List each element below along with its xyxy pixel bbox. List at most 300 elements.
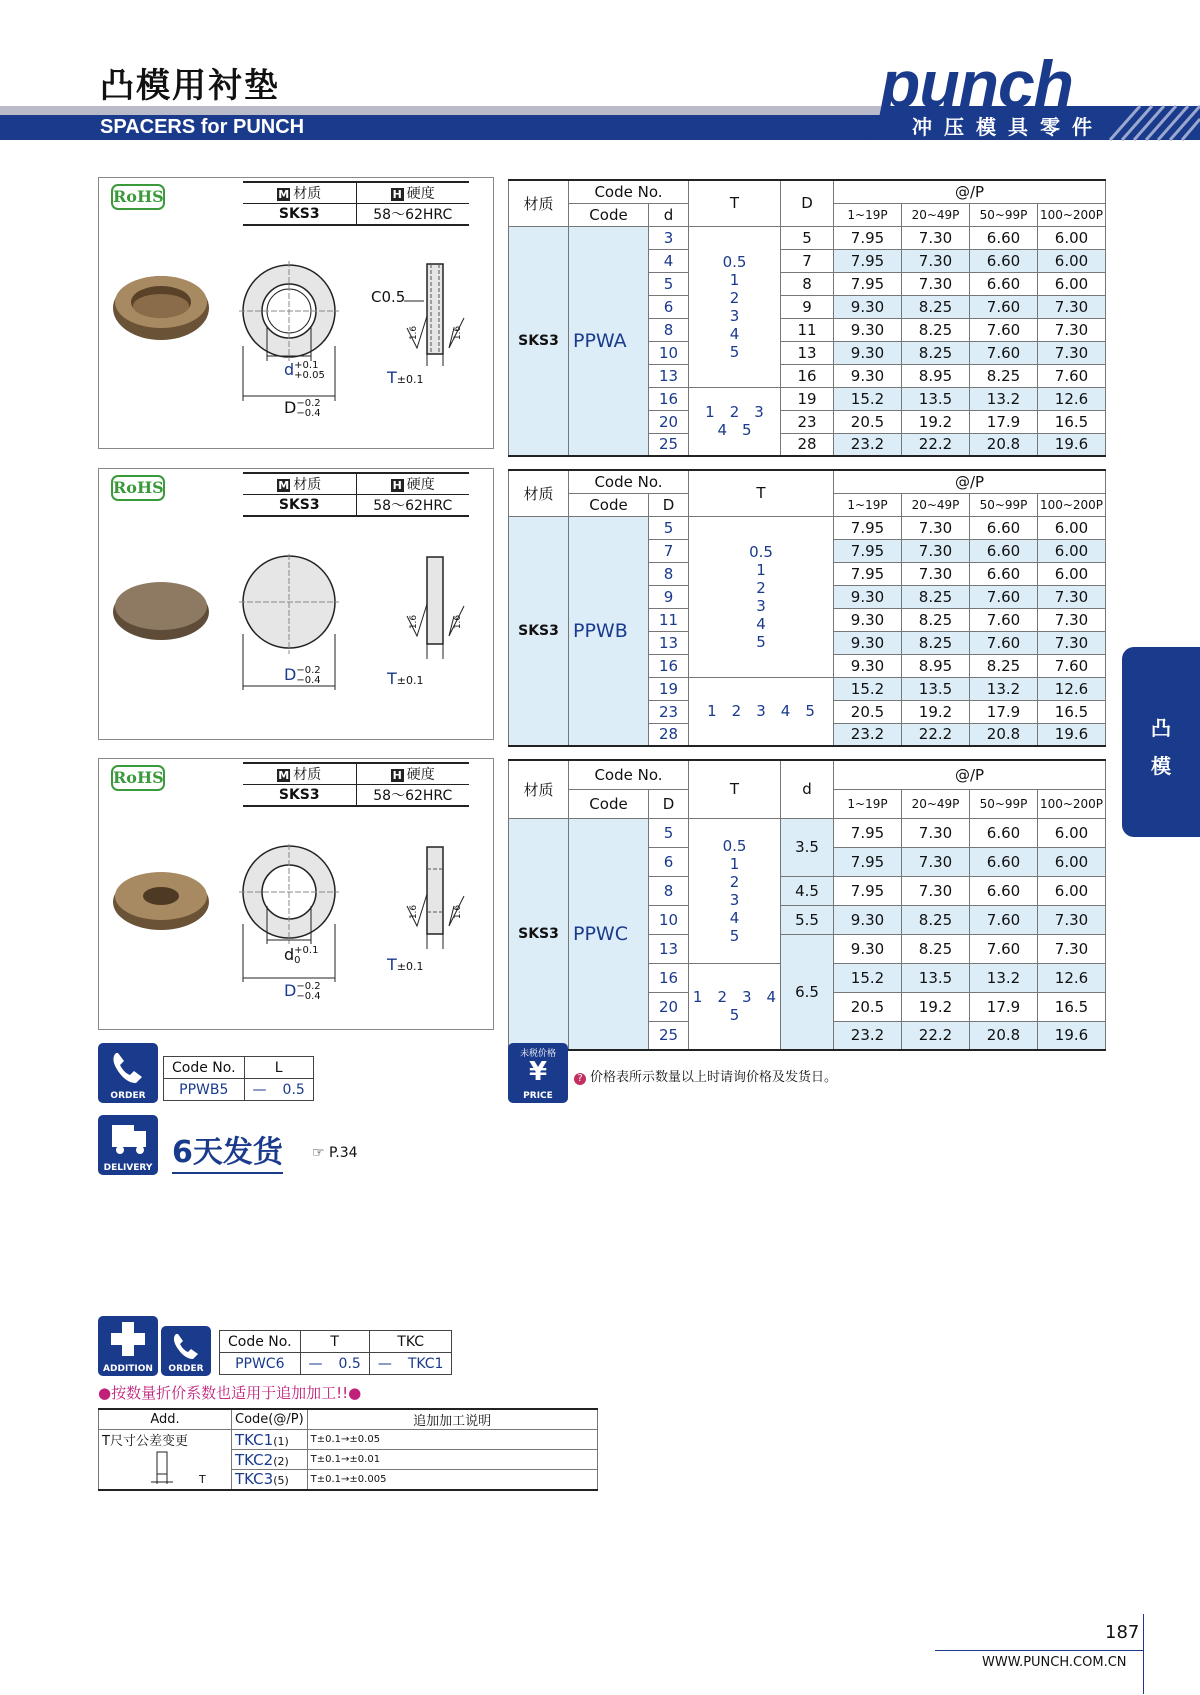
rohs-badge: RoHS bbox=[111, 765, 165, 791]
t-values bbox=[689, 253, 780, 361]
t-value: 2 bbox=[729, 872, 740, 891]
price-cell: 13.2 bbox=[970, 387, 1038, 410]
add-h-TKC: TKC bbox=[369, 1331, 452, 1353]
t-value: 2 bbox=[756, 578, 766, 597]
order-icon-small bbox=[161, 1326, 211, 1376]
price-cell: 7.95 bbox=[834, 562, 902, 585]
price-cell: 8.25 bbox=[902, 295, 970, 318]
rough-label-1: 1.6 bbox=[409, 325, 420, 341]
price-cell: 6.60 bbox=[970, 272, 1038, 295]
D-cell: 5 bbox=[781, 226, 834, 249]
t-value: 1 bbox=[729, 270, 740, 289]
h-material: 材质 bbox=[509, 180, 569, 226]
D-symbol: D bbox=[284, 398, 297, 417]
code-cell: PPWA bbox=[569, 226, 649, 456]
panel-ppwb bbox=[98, 468, 494, 740]
size-cell: 11 bbox=[649, 608, 689, 631]
size-cell: 10 bbox=[649, 905, 689, 934]
h-qty-2: 20~49P bbox=[902, 493, 970, 516]
addition-table bbox=[98, 1408, 598, 1491]
price-cell: 7.30 bbox=[902, 516, 970, 539]
h-d: d bbox=[781, 760, 834, 818]
price-cell: 7.60 bbox=[970, 934, 1038, 963]
h-D: D bbox=[649, 493, 689, 516]
material-table bbox=[243, 472, 469, 517]
add-h-code: Code No. bbox=[220, 1331, 301, 1353]
h-qty-3: 50~99P bbox=[970, 493, 1038, 516]
size-cell: 5 bbox=[649, 516, 689, 539]
price-cell: 6.00 bbox=[1038, 539, 1106, 562]
h-icon: H bbox=[392, 769, 402, 782]
m-icon: M bbox=[278, 188, 290, 201]
price-cell: 20.8 bbox=[970, 1021, 1038, 1050]
d-cell: 3.5 bbox=[781, 818, 834, 876]
hardness-value: 58～62HRC bbox=[356, 495, 469, 517]
h-qty-4: 100~200P bbox=[1038, 789, 1106, 818]
price-cell: 7.60 bbox=[970, 608, 1038, 631]
price-cell: 6.60 bbox=[970, 818, 1038, 847]
size-cell: 7 bbox=[649, 539, 689, 562]
disc-photo bbox=[109, 574, 214, 644]
price-cell: 22.2 bbox=[902, 723, 970, 746]
price-cell: 7.30 bbox=[902, 818, 970, 847]
t-value: 4 bbox=[756, 614, 766, 633]
rough-label-1: 1.6 bbox=[409, 904, 420, 920]
price-cell: 20.5 bbox=[834, 992, 902, 1021]
h-d: d bbox=[649, 203, 689, 226]
price-cell: 8.25 bbox=[902, 585, 970, 608]
h-T: T bbox=[689, 760, 781, 818]
price-cell: 7.30 bbox=[902, 249, 970, 272]
add-h-T: T bbox=[300, 1331, 369, 1353]
h-material: 材质 bbox=[509, 760, 569, 818]
code-cell: PPWC bbox=[569, 818, 649, 1050]
add-dash-2: — bbox=[369, 1353, 400, 1375]
D-tol-lo: −0.4 bbox=[296, 990, 321, 1002]
D-cell: 11 bbox=[781, 318, 834, 341]
price-cell: 7.95 bbox=[834, 249, 902, 272]
add-item: T尺寸公差变更 bbox=[102, 1434, 188, 1449]
T-symbol: T bbox=[387, 368, 397, 387]
price-icon-top: 未税价格 bbox=[519, 1049, 556, 1059]
t-value: 5 bbox=[729, 926, 740, 945]
price-cell: 7.60 bbox=[970, 318, 1038, 341]
table-row bbox=[509, 226, 1106, 249]
ppwc-table bbox=[508, 759, 1106, 1051]
material-label: 材质 bbox=[293, 477, 322, 493]
price-cell: 22.2 bbox=[902, 433, 970, 456]
h-qty-4: 100~200P bbox=[1038, 203, 1106, 226]
delivery-ref: ☞ P.34 bbox=[312, 1145, 358, 1161]
price-cell: 6.00 bbox=[1038, 249, 1106, 272]
material-label: 材质 bbox=[293, 186, 322, 202]
t-value: 4 bbox=[729, 908, 740, 927]
price-cell: 7.95 bbox=[834, 226, 902, 249]
ppwa-table bbox=[508, 179, 1106, 457]
price-cell: 7.60 bbox=[970, 341, 1038, 364]
price-cell: 9.30 bbox=[834, 364, 902, 387]
h-qty-2: 20~49P bbox=[902, 789, 970, 818]
size-cell: 16 bbox=[649, 654, 689, 677]
rough-label-2: 1.6 bbox=[453, 904, 464, 920]
size-cell: 6 bbox=[649, 295, 689, 318]
price-cell: 9.30 bbox=[834, 631, 902, 654]
price-cell: 8.25 bbox=[970, 364, 1038, 387]
price-cell: 9.30 bbox=[834, 905, 902, 934]
size-cell: 5 bbox=[649, 818, 689, 847]
size-cell: 20 bbox=[649, 410, 689, 433]
price-cell: 7.60 bbox=[970, 631, 1038, 654]
add-item-cell bbox=[99, 1430, 232, 1490]
tkc-price: (1) bbox=[273, 1434, 289, 1448]
price-cell: 17.9 bbox=[970, 700, 1038, 723]
price-cell: 6.00 bbox=[1038, 876, 1106, 905]
D-cell: 23 bbox=[781, 410, 834, 433]
tkc-row-3-code bbox=[232, 1470, 308, 1490]
logo-wordmark: punch bbox=[880, 47, 1073, 121]
price-cell: 7.30 bbox=[902, 847, 970, 876]
D-cell: 13 bbox=[781, 341, 834, 364]
price-cell: 19.6 bbox=[1038, 433, 1106, 456]
price-cell: 7.95 bbox=[834, 818, 902, 847]
D-symbol: D bbox=[284, 665, 297, 684]
size-cell: 25 bbox=[649, 433, 689, 456]
T-tol: ±0.1 bbox=[396, 960, 424, 973]
size-cell: 19 bbox=[649, 677, 689, 700]
material-table bbox=[243, 181, 469, 226]
price-cell: 7.30 bbox=[902, 562, 970, 585]
addition-icon bbox=[98, 1316, 158, 1376]
price-cell: 17.9 bbox=[970, 992, 1038, 1021]
T-dim bbox=[387, 368, 424, 387]
price-cell: 8.25 bbox=[902, 318, 970, 341]
price-icon-label: PRICE bbox=[523, 1091, 553, 1101]
h-T: T bbox=[689, 180, 781, 226]
price-cell: 7.95 bbox=[834, 847, 902, 876]
t-lower-cell bbox=[689, 677, 834, 746]
tkc-code: TKC3 bbox=[235, 1470, 274, 1489]
hardness-label: 硬度 bbox=[406, 186, 435, 202]
price-cell: 16.5 bbox=[1038, 410, 1106, 433]
tkc-code: TKC1 bbox=[235, 1430, 274, 1449]
panel-ppwc bbox=[98, 758, 494, 1030]
t-values bbox=[689, 837, 780, 945]
price-cell: 7.95 bbox=[834, 516, 902, 539]
price-icon bbox=[508, 1043, 568, 1103]
price-cell: 6.00 bbox=[1038, 272, 1106, 295]
T-tol: ±0.1 bbox=[396, 373, 424, 386]
T-dim bbox=[387, 669, 424, 688]
price-cell: 19.2 bbox=[902, 700, 970, 723]
m-icon: M bbox=[278, 479, 290, 492]
price-cell: 23.2 bbox=[834, 1021, 902, 1050]
tkc-row-1-code bbox=[232, 1430, 308, 1450]
price-cell: 19.6 bbox=[1038, 723, 1106, 746]
price-cell: 8.95 bbox=[902, 654, 970, 677]
price-cell: 6.60 bbox=[970, 847, 1038, 876]
price-cell: 6.60 bbox=[970, 226, 1038, 249]
size-cell: 13 bbox=[649, 934, 689, 963]
price-cell: 6.00 bbox=[1038, 847, 1106, 876]
tkc-row-3-desc: T±0.1→±0.005 bbox=[307, 1470, 597, 1490]
rough-label-2: 1.6 bbox=[453, 325, 464, 341]
D-cell: 8 bbox=[781, 272, 834, 295]
price-cell: 13.2 bbox=[970, 963, 1038, 992]
D-dim bbox=[284, 981, 321, 1002]
D-cell: 19 bbox=[781, 387, 834, 410]
h-codeno: Code No. bbox=[569, 760, 689, 789]
t-value: 2 bbox=[729, 288, 740, 307]
h-code: Code bbox=[569, 203, 649, 226]
material-cell: SKS3 bbox=[509, 226, 569, 456]
size-cell: 28 bbox=[649, 723, 689, 746]
order-dash: — bbox=[244, 1079, 275, 1101]
price-cell: 7.60 bbox=[970, 295, 1038, 318]
delivery-icon bbox=[98, 1115, 158, 1175]
price-cell: 16.5 bbox=[1038, 992, 1106, 1021]
material-value: SKS3 bbox=[243, 495, 356, 517]
h-qty-4: 100~200P bbox=[1038, 493, 1106, 516]
d-symbol: d bbox=[284, 360, 295, 379]
price-cell: 7.60 bbox=[1038, 654, 1106, 677]
size-cell: 6 bbox=[649, 847, 689, 876]
ppwb-table bbox=[508, 469, 1106, 747]
price-cell: 6.60 bbox=[970, 876, 1038, 905]
price-cell: 7.30 bbox=[902, 539, 970, 562]
size-cell: 13 bbox=[649, 631, 689, 654]
h-D: D bbox=[781, 180, 834, 226]
price-cell: 7.30 bbox=[1038, 341, 1106, 364]
T-tol: ±0.1 bbox=[396, 674, 424, 687]
price-cell: 9.30 bbox=[834, 295, 902, 318]
hardness-label: 硬度 bbox=[406, 767, 435, 783]
t-value: 3 bbox=[756, 596, 766, 615]
h-price: @/P bbox=[834, 470, 1106, 493]
h-T: T bbox=[689, 470, 834, 516]
tkc-code: TKC2 bbox=[235, 1450, 274, 1469]
d-dim bbox=[284, 945, 318, 966]
h-qty-1: 1~19P bbox=[834, 493, 902, 516]
side-tab-line1: 凸 bbox=[1151, 716, 1171, 740]
price-cell: 13.2 bbox=[970, 677, 1038, 700]
price-cell: 20.8 bbox=[970, 723, 1038, 746]
price-cell: 13.5 bbox=[902, 677, 970, 700]
order-val: 0.5 bbox=[275, 1079, 314, 1101]
washer-photo bbox=[109, 864, 214, 934]
price-cell: 7.30 bbox=[1038, 318, 1106, 341]
price-cell: 7.95 bbox=[834, 539, 902, 562]
t-value: 1 bbox=[756, 560, 766, 579]
size-cell: 8 bbox=[649, 318, 689, 341]
material-table bbox=[243, 762, 469, 807]
price-cell: 9.30 bbox=[834, 585, 902, 608]
tkc-row-2-code bbox=[232, 1450, 308, 1470]
size-cell: 16 bbox=[649, 387, 689, 410]
size-cell: 23 bbox=[649, 700, 689, 723]
page-number: 187 bbox=[1105, 1622, 1140, 1643]
h-D: D bbox=[649, 789, 689, 818]
price-cell: 17.9 bbox=[970, 410, 1038, 433]
order-h-L: L bbox=[244, 1057, 313, 1079]
d-cell: 4.5 bbox=[781, 876, 834, 905]
t-upper-cell bbox=[689, 818, 781, 963]
t-upper-cell bbox=[689, 516, 834, 677]
ppwb-drawing bbox=[239, 554, 489, 734]
price-cell: 8.95 bbox=[902, 364, 970, 387]
t-lower: 1 2 3 4 5 bbox=[707, 702, 815, 721]
h-price: @/P bbox=[834, 760, 1106, 789]
price-cell: 7.30 bbox=[1038, 295, 1106, 318]
h-code: Code bbox=[569, 789, 649, 818]
size-cell: 25 bbox=[649, 1021, 689, 1050]
chamfer-label: C0.5 bbox=[371, 288, 406, 306]
price-cell: 20.5 bbox=[834, 410, 902, 433]
D-cell: 7 bbox=[781, 249, 834, 272]
t-lower2: 5 bbox=[729, 1006, 740, 1025]
delivery-days: 6天发货 bbox=[172, 1134, 283, 1174]
t-lower: 1 2 3 bbox=[705, 403, 764, 422]
price-cell: 7.30 bbox=[902, 226, 970, 249]
rohs-badge: RoHS bbox=[111, 475, 165, 501]
price-cell: 6.00 bbox=[1038, 226, 1106, 249]
rough-label-2: 1.6 bbox=[453, 614, 464, 630]
page-title-cn: 凸模用衬垫 bbox=[100, 66, 280, 106]
question-icon: ? bbox=[574, 1073, 586, 1085]
price-cell: 12.6 bbox=[1038, 963, 1106, 992]
size-cell: 5 bbox=[649, 272, 689, 295]
price-cell: 6.60 bbox=[970, 562, 1038, 585]
price-cell: 7.60 bbox=[970, 585, 1038, 608]
d-symbol: d bbox=[284, 945, 295, 964]
h-qty-1: 1~19P bbox=[834, 203, 902, 226]
phone-icon bbox=[161, 1326, 211, 1364]
t-value: 1 bbox=[729, 854, 740, 873]
d-dim bbox=[284, 360, 325, 381]
addition-icon-label: ADDITION bbox=[103, 1364, 153, 1374]
size-cell: 4 bbox=[649, 249, 689, 272]
t-upper-cell bbox=[689, 226, 781, 387]
price-cell: 6.60 bbox=[970, 249, 1038, 272]
add-h-desc: 追加加工说明 bbox=[307, 1409, 597, 1430]
d-tol-lo: 0 bbox=[294, 954, 301, 966]
price-cell: 15.2 bbox=[834, 387, 902, 410]
order-icon-label: ORDER bbox=[110, 1091, 146, 1101]
price-cell: 7.60 bbox=[1038, 364, 1106, 387]
price-cell: 7.60 bbox=[970, 905, 1038, 934]
d-tol-up: +0.1 bbox=[294, 944, 319, 956]
size-cell: 9 bbox=[649, 585, 689, 608]
price-cell: 7.30 bbox=[1038, 631, 1106, 654]
tkc-price: (2) bbox=[273, 1454, 289, 1468]
tkc-row-2-desc: T±0.1→±0.01 bbox=[307, 1450, 597, 1470]
price-cell: 6.60 bbox=[970, 516, 1038, 539]
size-cell: 8 bbox=[649, 876, 689, 905]
price-cell: 7.30 bbox=[902, 272, 970, 295]
footer-vline bbox=[1143, 1614, 1144, 1694]
t-value: 5 bbox=[756, 632, 766, 651]
t-value: 0.5 bbox=[722, 836, 747, 855]
order-icon-small-label: ORDER bbox=[168, 1364, 204, 1374]
price-cell: 19.2 bbox=[902, 410, 970, 433]
price-cell: 12.6 bbox=[1038, 387, 1106, 410]
price-cell: 7.30 bbox=[1038, 905, 1106, 934]
add-tkc: TKC1 bbox=[400, 1353, 452, 1375]
size-cell: 8 bbox=[649, 562, 689, 585]
order-code: PPWB5 bbox=[164, 1079, 245, 1101]
material-value: SKS3 bbox=[243, 785, 356, 807]
plus-icon bbox=[98, 1316, 158, 1362]
price-cell: 6.00 bbox=[1038, 562, 1106, 585]
price-cell: 7.30 bbox=[1038, 585, 1106, 608]
D-cell: 9 bbox=[781, 295, 834, 318]
h-icon: H bbox=[392, 188, 402, 201]
price-cell: 6.00 bbox=[1038, 818, 1106, 847]
price-cell: 13.5 bbox=[902, 963, 970, 992]
price-cell: 16.5 bbox=[1038, 700, 1106, 723]
price-cell: 23.2 bbox=[834, 433, 902, 456]
d-cell: 5.5 bbox=[781, 905, 834, 934]
material-value: SKS3 bbox=[243, 204, 356, 226]
price-cell: 15.2 bbox=[834, 677, 902, 700]
t-tolerance-icon bbox=[149, 1450, 199, 1490]
panel-ppwa bbox=[98, 177, 494, 449]
hardness-value: 58～62HRC bbox=[356, 785, 469, 807]
order-example-table bbox=[163, 1056, 314, 1101]
h-qty-3: 50~99P bbox=[970, 203, 1038, 226]
add-h-codep: Code(@/P) bbox=[232, 1409, 308, 1430]
t-value: 5 bbox=[729, 342, 740, 361]
h-material: 材质 bbox=[509, 470, 569, 516]
price-cell: 8.25 bbox=[902, 934, 970, 963]
material-label: 材质 bbox=[293, 767, 322, 783]
price-cell: 8.25 bbox=[902, 608, 970, 631]
table-row bbox=[509, 818, 1106, 847]
price-cell: 8.25 bbox=[902, 341, 970, 364]
material-cell: SKS3 bbox=[509, 818, 569, 1050]
D-symbol: D bbox=[284, 981, 297, 1000]
rohs-badge: RoHS bbox=[111, 184, 165, 210]
m-icon: M bbox=[278, 769, 290, 782]
price-cell: 8.25 bbox=[902, 631, 970, 654]
footer-url: WWW.PUNCH.COM.CN bbox=[982, 1655, 1127, 1670]
price-note-text: 价格表所示数量以上时请询价格及发货日。 bbox=[590, 1070, 838, 1085]
price-cell: 19.2 bbox=[902, 992, 970, 1021]
price-cell: 7.30 bbox=[1038, 608, 1106, 631]
phone-icon bbox=[98, 1043, 158, 1089]
side-tab[interactable] bbox=[1122, 647, 1200, 837]
price-cell: 9.30 bbox=[834, 318, 902, 341]
t-lower2: 4 5 bbox=[717, 421, 752, 440]
D-tol-lo: −0.4 bbox=[296, 407, 321, 419]
code-cell: PPWB bbox=[569, 516, 649, 746]
order-icon bbox=[98, 1043, 158, 1103]
add-code: PPWC6 bbox=[220, 1353, 301, 1375]
t-values bbox=[689, 543, 833, 651]
D-tol-up: −0.2 bbox=[296, 980, 321, 992]
price-cell: 7.30 bbox=[1038, 934, 1106, 963]
h-qty-1: 1~19P bbox=[834, 789, 902, 818]
price-cell: 9.30 bbox=[834, 654, 902, 677]
D-cell: 16 bbox=[781, 364, 834, 387]
material-cell: SKS3 bbox=[509, 516, 569, 746]
T-dim bbox=[387, 955, 424, 974]
t-lower: 1 2 3 4 bbox=[692, 988, 777, 1007]
side-tab-line2: 模 bbox=[1151, 754, 1171, 778]
add-h-add: Add. bbox=[99, 1409, 232, 1430]
price-cell: 22.2 bbox=[902, 1021, 970, 1050]
logo-subtitle: 冲压模具零件 bbox=[912, 115, 1104, 139]
price-cell: 20.8 bbox=[970, 433, 1038, 456]
